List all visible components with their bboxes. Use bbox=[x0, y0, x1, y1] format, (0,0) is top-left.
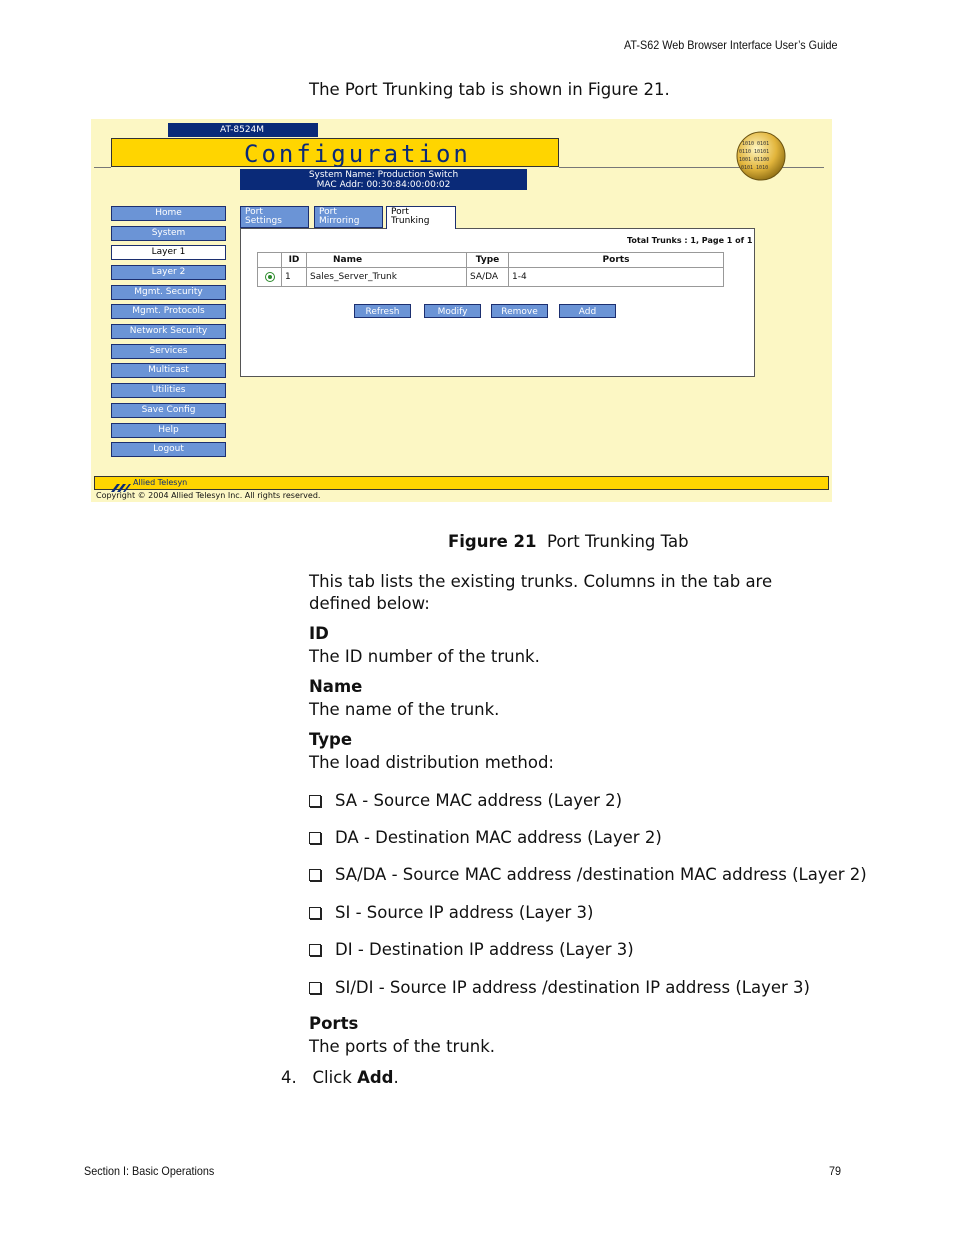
row-radio-button[interactable] bbox=[265, 272, 275, 282]
nav-multicast[interactable]: Multicast bbox=[111, 363, 226, 378]
nav-utilities[interactable]: Utilities bbox=[111, 383, 226, 398]
definition-term-ports: Ports bbox=[309, 1014, 359, 1033]
copyright-text: Copyright © 2004 Allied Telesyn Inc. All rights reserved. bbox=[96, 491, 321, 500]
column-header-type: Type bbox=[467, 253, 509, 268]
refresh-button[interactable]: Refresh bbox=[354, 304, 411, 318]
nav-layer-1[interactable]: Layer 1 bbox=[111, 245, 226, 260]
nav-logout[interactable]: Logout bbox=[111, 442, 226, 457]
checkbox-bullet-icon bbox=[309, 907, 321, 919]
list-item-text: SI - Source IP address (Layer 3) bbox=[335, 903, 594, 922]
system-info-box bbox=[240, 169, 527, 190]
list-item-text: SI/DI - Source IP address /destination IP address (Layer 3) bbox=[335, 978, 810, 997]
svg-text:1010 0101: 1010 0101 bbox=[742, 141, 770, 147]
checkbox-bullet-icon bbox=[309, 982, 321, 994]
config-title-bar bbox=[111, 138, 559, 167]
brand-name: Allied Telesyn bbox=[133, 478, 188, 487]
total-trunks-label: Total Trunks : 1, Page 1 of 1 bbox=[627, 236, 753, 245]
nav-help[interactable]: Help bbox=[111, 423, 226, 438]
column-header-name: Name bbox=[307, 253, 467, 268]
system-name: System Name: Production Switch bbox=[308, 170, 459, 180]
running-header: AT-S62 Web Browser Interface User’s Guide bbox=[624, 38, 838, 52]
tab-port-mirroring[interactable] bbox=[314, 206, 383, 228]
tab-label-line1: Port bbox=[319, 207, 337, 217]
nav-network-security[interactable]: Network Security bbox=[111, 324, 226, 339]
page-number: 79 bbox=[829, 1164, 842, 1178]
definition-term-name: Name bbox=[309, 677, 363, 696]
svg-text:1001 01100: 1001 01100 bbox=[739, 157, 770, 163]
nav-mgmt-security[interactable]: Mgmt. Security bbox=[111, 285, 226, 300]
description-text: This tab lists the existing trunks. Columns in the tab are defined below: bbox=[309, 572, 773, 613]
list-item bbox=[309, 827, 662, 849]
checkbox-bullet-icon bbox=[309, 944, 321, 956]
checkbox-bullet-icon bbox=[309, 795, 321, 807]
figure-title: Port Trunking Tab bbox=[547, 532, 689, 551]
tab-label-line2: Trunking bbox=[391, 216, 430, 226]
nav-home[interactable]: Home bbox=[111, 206, 226, 221]
row-select-cell bbox=[258, 268, 282, 287]
definition-text-name: The name of the trunk. bbox=[309, 700, 500, 719]
list-item-text: DI - Destination IP address (Layer 3) bbox=[335, 940, 634, 959]
footer-section: Section I: Basic Operations bbox=[84, 1164, 215, 1178]
cell-type: SA/DA bbox=[467, 268, 509, 287]
column-header-ports: Ports bbox=[509, 253, 724, 268]
remove-button[interactable]: Remove bbox=[491, 304, 548, 318]
svg-text:0101 1010: 0101 1010 bbox=[741, 165, 769, 171]
trunk-table bbox=[257, 252, 724, 287]
list-item bbox=[309, 864, 867, 886]
tab-port-trunking[interactable] bbox=[386, 206, 456, 229]
list-item bbox=[309, 977, 810, 999]
checkbox-bullet-icon bbox=[309, 869, 321, 881]
screenshot-figure bbox=[91, 119, 832, 502]
add-button[interactable]: Add bbox=[559, 304, 616, 318]
definition-text-ports: The ports of the trunk. bbox=[309, 1037, 496, 1056]
cell-ports: 1-4 bbox=[509, 268, 724, 287]
tab-label-line2: Mirroring bbox=[319, 216, 360, 226]
tab-port-settings[interactable] bbox=[240, 206, 309, 228]
page-title: Configuration bbox=[244, 140, 471, 168]
list-item bbox=[309, 902, 593, 924]
tab-content-panel bbox=[240, 228, 755, 377]
nav-services[interactable]: Services bbox=[111, 344, 226, 359]
definition-text-type: The load distribution method: bbox=[309, 753, 554, 772]
brand-footer-bar bbox=[94, 476, 829, 490]
list-item-text: SA - Source MAC address (Layer 2) bbox=[335, 791, 623, 810]
figure-label: Figure 21 bbox=[448, 532, 537, 551]
table-row bbox=[258, 268, 724, 287]
definition-term-type: Type bbox=[309, 730, 353, 749]
tab-label-line2: Settings bbox=[245, 216, 282, 226]
allied-telesyn-logo-icon bbox=[111, 479, 131, 487]
definition-term-id: ID bbox=[309, 624, 329, 643]
nav-layer-2[interactable]: Layer 2 bbox=[111, 265, 226, 280]
tab-label-line1: Port bbox=[391, 207, 409, 217]
list-item-text: DA - Destination MAC address (Layer 2) bbox=[335, 828, 662, 847]
modify-button[interactable]: Modify bbox=[424, 304, 481, 318]
definition-text-id: The ID number of the trunk. bbox=[309, 647, 540, 666]
mac-address: MAC Addr: 00:30:84:00:00:02 bbox=[316, 180, 451, 190]
list-item bbox=[309, 790, 622, 812]
step-suffix: . bbox=[393, 1068, 399, 1087]
step-bold: Add bbox=[357, 1068, 394, 1087]
nav-system[interactable]: System bbox=[111, 226, 226, 241]
step-prefix: Click bbox=[312, 1068, 358, 1087]
figure-caption bbox=[448, 531, 689, 553]
checkbox-bullet-icon bbox=[309, 832, 321, 844]
svg-text:0110 10101: 0110 10101 bbox=[739, 149, 770, 155]
nav-mgmt-protocols[interactable]: Mgmt. Protocols bbox=[111, 304, 226, 319]
step-instruction bbox=[281, 1067, 399, 1089]
step-number: 4. bbox=[281, 1068, 297, 1087]
table-header-row bbox=[258, 253, 724, 268]
cell-name: Sales_Server_Trunk bbox=[307, 268, 467, 287]
globe-logo-icon bbox=[736, 131, 786, 181]
column-header-id: ID bbox=[282, 253, 307, 268]
list-item-text: SA/DA - Source MAC address /destination MAC address (Layer 2) bbox=[335, 865, 867, 884]
cell-id: 1 bbox=[282, 268, 307, 287]
nav-save-config[interactable]: Save Config bbox=[111, 403, 226, 418]
tab-label-line1: Port bbox=[245, 207, 263, 217]
list-item bbox=[309, 939, 634, 961]
select-column-header bbox=[258, 253, 282, 268]
device-model-label: AT-8524M bbox=[168, 123, 318, 137]
intro-text: The Port Trunking tab is shown in Figure 21. bbox=[309, 80, 670, 99]
title-divider-left bbox=[94, 167, 111, 168]
